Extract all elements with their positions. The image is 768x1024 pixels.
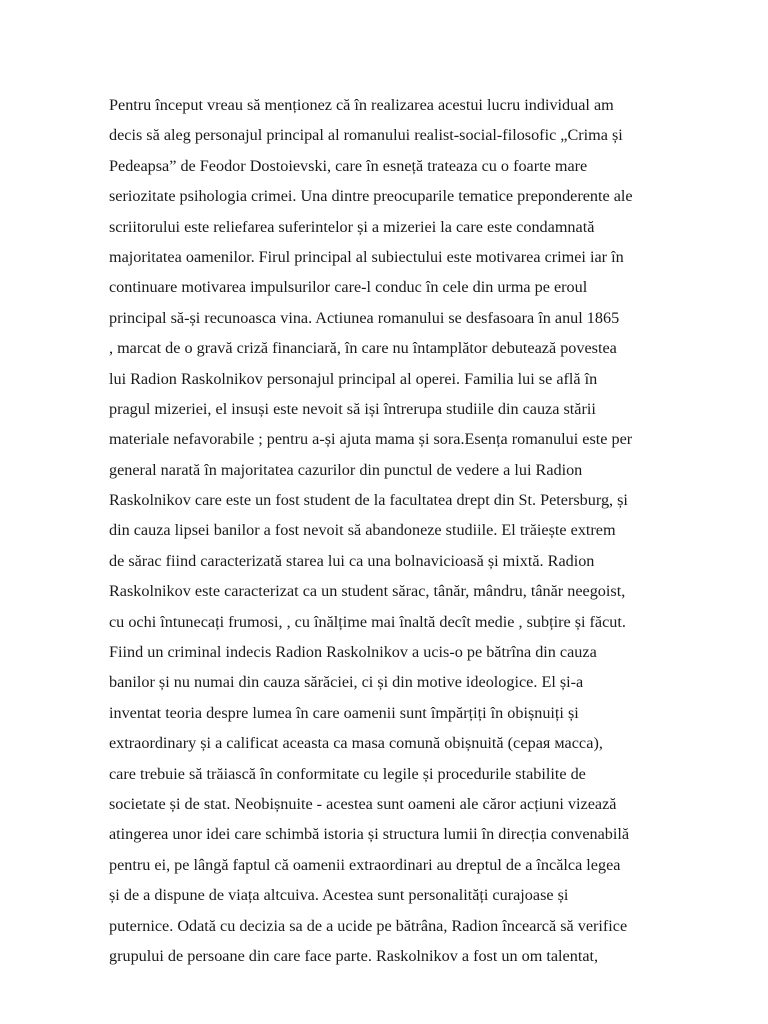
text-line: extraordinary și a calificat aceasta ca masa comună obișnuită (серая масса), — [109, 734, 603, 753]
text-line: decis să aleg personajul principal al romanului realist-social-filosofic „Crima și — [109, 126, 623, 145]
text-line: de sărac fiind caracterizată starea lui ca una bolnavicioasă și mixtă. Radion — [109, 551, 595, 570]
text-line: majoritatea oamenilor. Firul principal al subiectului este motivarea crimei iar în — [109, 247, 624, 266]
text-line: materiale nefavorabile ; pentru a-și ajuta mama și sora.Esența romanului este per — [109, 430, 633, 449]
text-line: lui Radion Raskolnikov personajul principal al operei. Familia lui se află în — [109, 369, 598, 388]
text-line: principal să-și recunoasca vina. Actiunea romanului se desfasoara în anul 1865 — [109, 308, 620, 327]
text-line: societate și de stat. Neobișnuite - acestea sunt oameni ale căror acțiuni vizează — [109, 794, 617, 813]
text-line: și de a dispune de viața altcuiva. Acestea sunt personalități curajoase și — [109, 886, 569, 905]
text-line: atingerea unor idei care schimbă istoria și structura lumii în direcția convenabilă — [109, 825, 630, 844]
text-line: pentru ei, pe lângă faptul că oamenii extraordinari au dreptul de a încălca legea — [109, 855, 621, 874]
essay-paragraph — [109, 90, 709, 971]
text-line: seriozitate psihologia crimei. Una dintre preocuparile tematice preponderente ale — [109, 187, 633, 206]
text-line: general narată în majoritatea cazurilor din punctul de vedere a lui Radion — [109, 460, 583, 479]
text-line: care trebuie să trăiască în conformitate cu legile și procedurile stabilite de — [109, 764, 586, 783]
text-line: grupului de persoane din care face parte. Raskolnikov a fost un om talentat, — [109, 946, 599, 965]
text-line: din cauza lipsei banilor a fost nevoit să abandoneze studiile. El trăiește extrem — [109, 521, 616, 540]
text-line: Pentru început vreau să menționez că în realizarea acestui lucru individual am — [109, 96, 614, 114]
text-line: cu ochi întunecați frumosi, , cu înălțime mai înaltă decît medie , subțire și făcut. — [109, 612, 626, 631]
text-line: banilor și nu numai din cauza sărăciei, ci și din motive ideologice. El și-a — [109, 673, 584, 692]
text-line: Pedeapsa” de Feodor Dostoievski, care în esneță trateaza cu o foarte mare — [109, 156, 588, 175]
text-line: scriitorului este reliefarea suferintelor și a mizeriei la care este condamnată — [109, 217, 595, 236]
text-line: puternice. Odată cu decizia sa de a ucide pe bătrâna, Radion încearcă să verifice — [109, 916, 628, 935]
text-line: , marcat de o gravă criză financiară, în care nu întamplător debutează povestea — [109, 339, 617, 358]
text-line: Raskolnikov este caracterizat ca un student sărac, tânăr, mândru, tânăr neegoist, — [109, 582, 626, 601]
text-line: inventat teoria despre lumea în care oamenii sunt împărțiți în obișnuiți și — [109, 703, 579, 722]
text-line: Raskolnikov care este un fost student de la facultatea drept din St. Petersburg, și — [109, 491, 628, 510]
text-line: continuare motivarea impulsurilor care-l conduc în cele din urma pe eroul — [109, 278, 588, 297]
text-line: pragul mizeriei, el insuși este nevoit să iși întrerupa studiile din cauza stării — [109, 399, 596, 418]
text-line: Fiind un criminal indecis Radion Raskolnikov a ucis-o pe bătrîna din cauza — [109, 643, 597, 662]
